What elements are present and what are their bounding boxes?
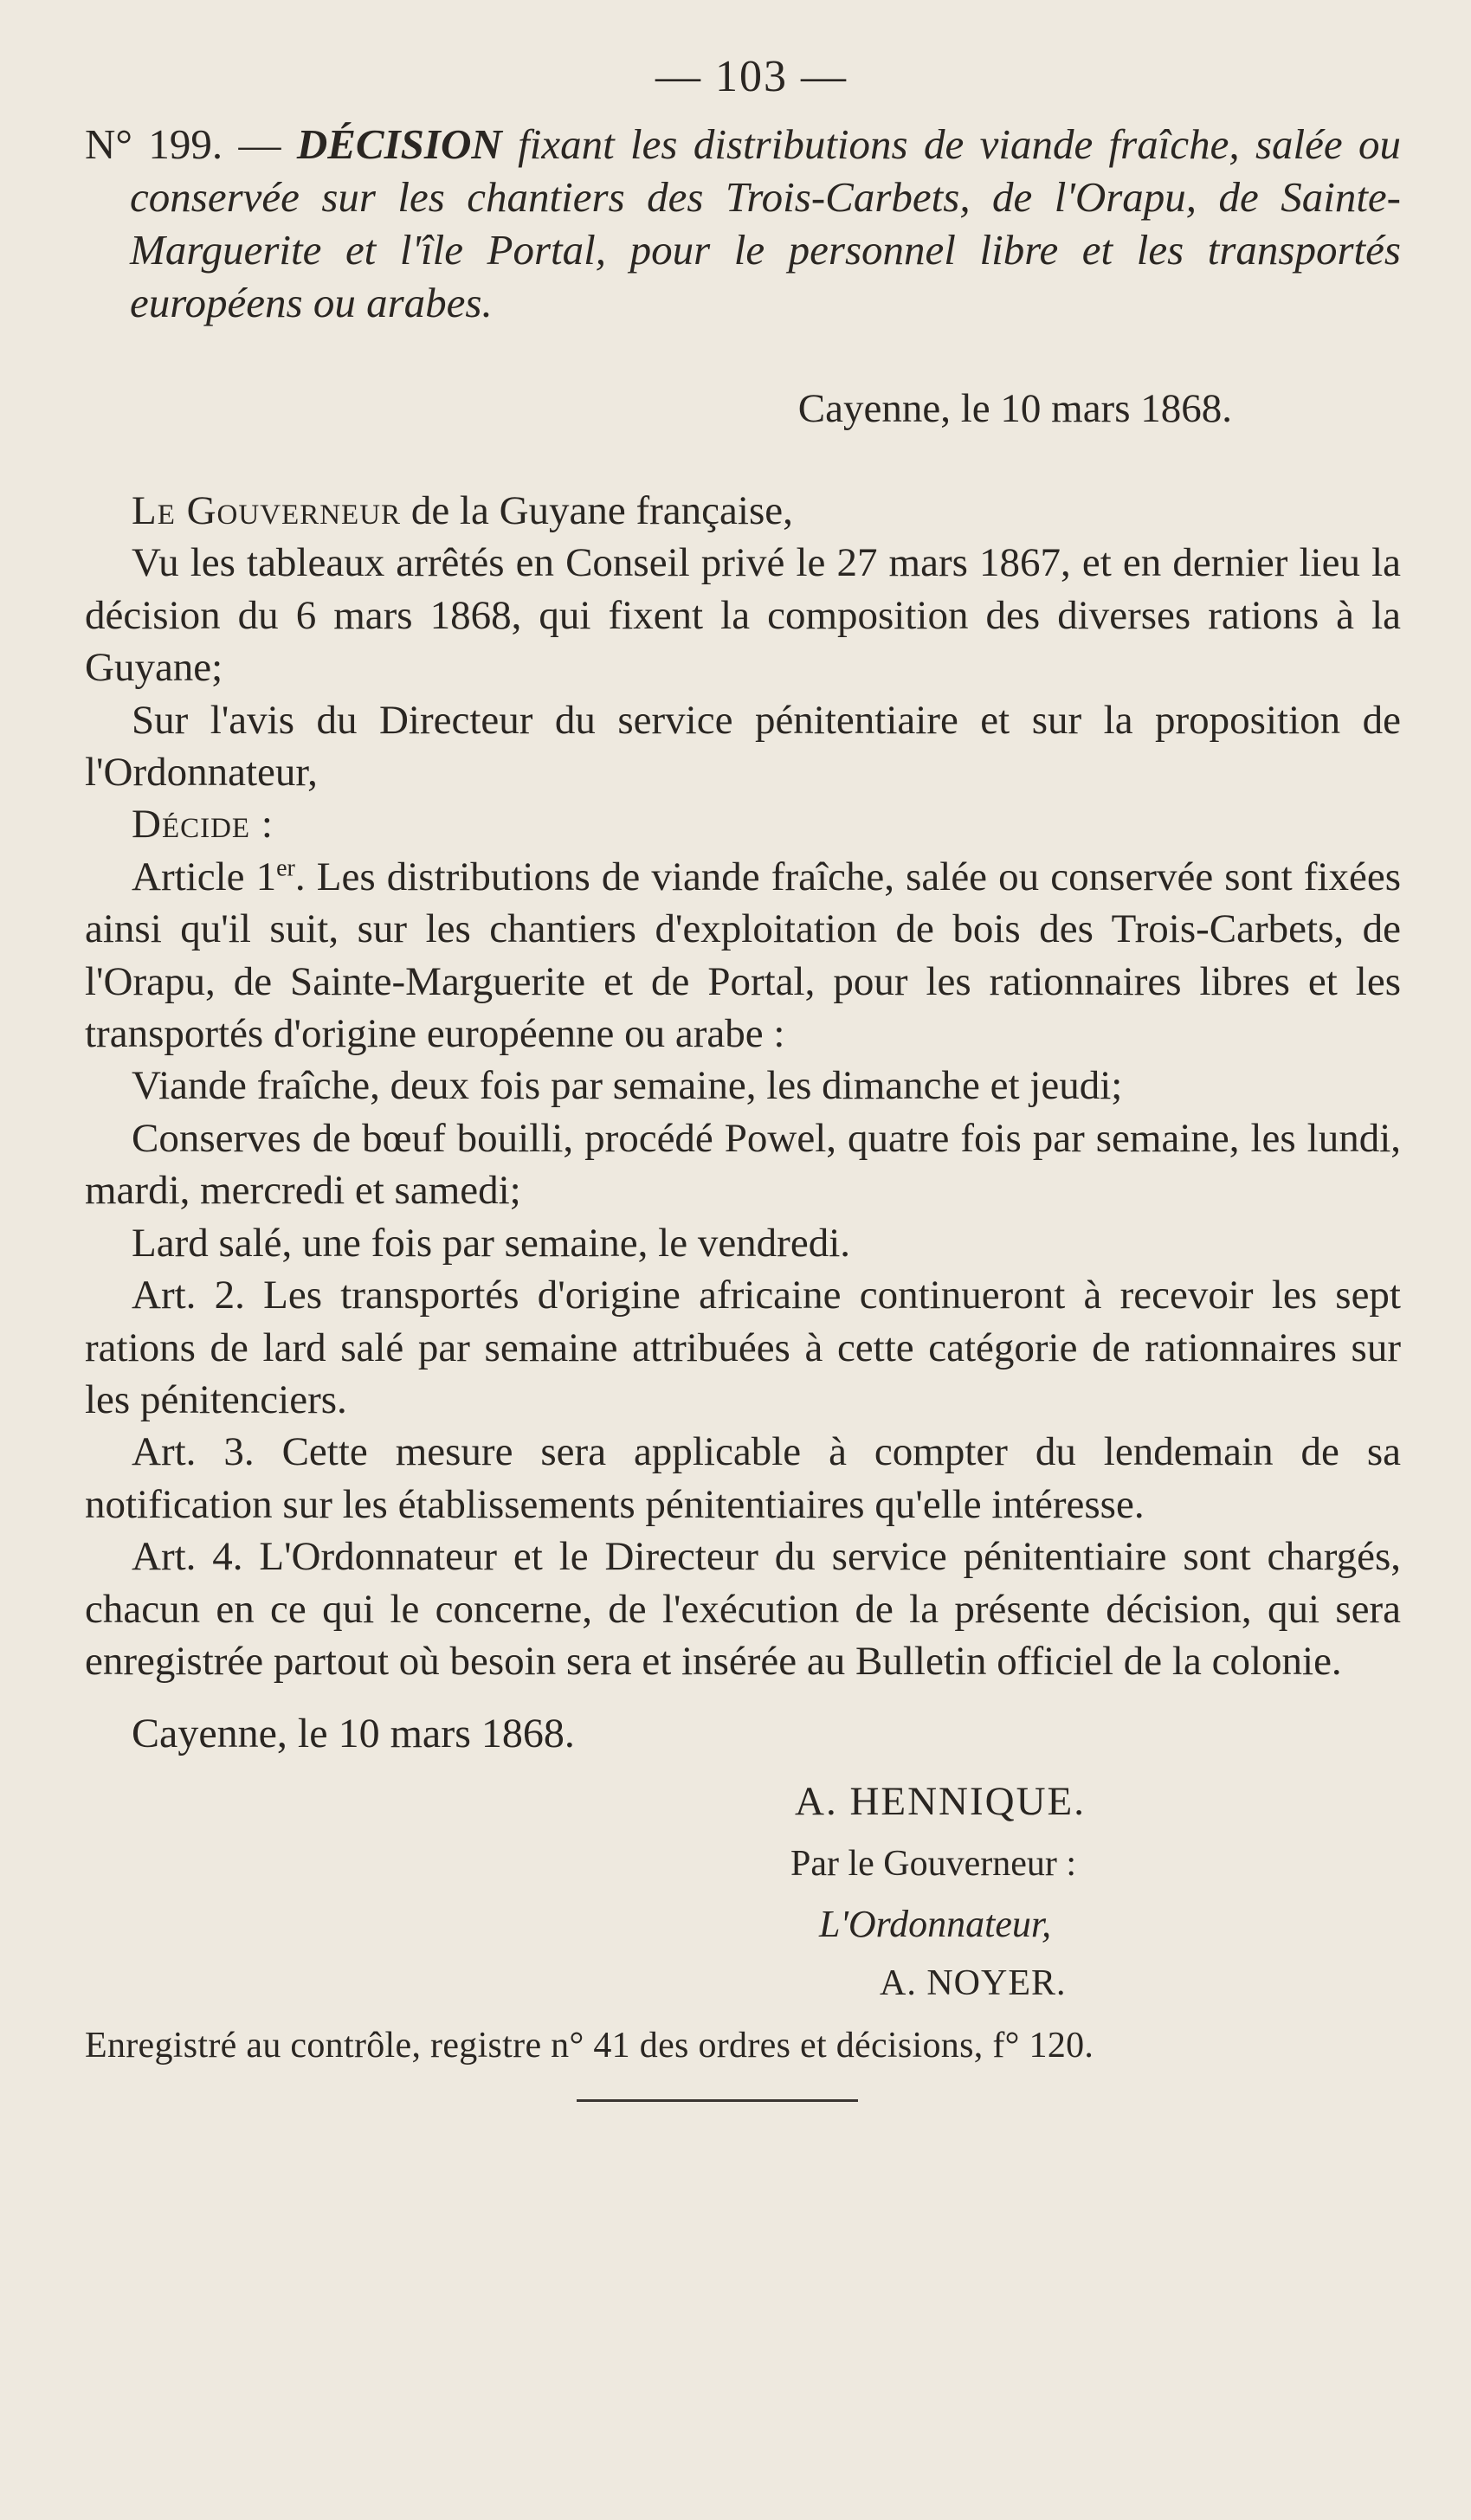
governor-line (85, 485, 1401, 537)
closing-date: Cayenne, le 10 mars 1868. (132, 1711, 575, 1757)
decision-subject: fixant les distributions de viande fraîche, salée ou conservée sur les chantiers des Trois-Carbets, de l'Orapu, de Sainte-Marguerite et l'île Portal, pour le personnel libre et les transportés européens ou arabes. (130, 120, 1401, 326)
countersignatory-name: A. NOYER. (880, 1963, 1067, 2004)
article-1 (85, 851, 1401, 1060)
governor-title: Le Gouverneur (132, 488, 402, 533)
article-4: Art. 4. L'Ordonnateur et le Directeur du service pénitentiaire sont chargés, chacun en ce qui le concerne, de l'exécution de la présente décision, qui sera enregistrée partout où besoin sera et insérée au Bulletin officiel de la colonie. (85, 1534, 1401, 1684)
article-2: Art. 2. Les transportés d'origine africaine continueront à recevoir les sept rations de lard salé par semaine attribuées à cette catégorie de rationnaires sur les pénitenciers. (85, 1273, 1401, 1422)
article-1-text: . Les distributions de viande fraîche, salée ou conservée sont fixées ainsi qu'il suit, sur les chantiers d'exploitation de bois des Trois-Carbets, de l'Orapu, de Sainte-Marguerite et de Portal, pour les rationnaires libres et les transportés d'origine européenne ou arabe : (85, 854, 1401, 1057)
decision-number: N° 199. — (85, 120, 297, 168)
article-1-label: Article 1 (132, 854, 277, 899)
considerant-2: Sur l'avis du Directeur du service pénitentiaire et sur la proposition de l'Ordonnateur, (85, 697, 1401, 796)
closing-rule (577, 2099, 858, 2102)
decide-label: Décide : (132, 802, 274, 848)
considerant-1: Vu les tableaux arrêtés en Conseil privé le 27 mars 1867, et en dernier lieu la décision du 6 mars 1868, qui fixent la composition des diverses rations à la Guyane; (85, 540, 1401, 691)
ration-item-2: Conserves de bœuf bouilli, procédé Powel, quatre fois par semaine, les lundi, mardi, mercredi et samedi; (85, 1115, 1401, 1214)
ration-item-1: Viande fraîche, deux fois par semaine, les dimanche et jeudi; (132, 1063, 1123, 1109)
decision-body (85, 485, 1401, 1687)
decide-line (85, 798, 1401, 850)
governor-rest: de la Guyane française, (401, 488, 793, 533)
decision-keyword: DÉCISION (296, 120, 502, 168)
signatory-name: A. HENNIQUE. (795, 1779, 1086, 1825)
decision-title (85, 118, 1401, 329)
registration-note: Enregistré au contrôle, registre n° 41 des ordres et décisions, f° 120. (85, 2026, 1094, 2066)
signatory-authority: Par le Gouverneur : (790, 1844, 1077, 1885)
article-3: Art. 3. Cette mesure sera applicable à compter du lendemain de sa notification sur les établissements pénitentiaires qu'elle intéresse. (85, 1429, 1401, 1527)
page-number: — 103 — (655, 52, 848, 101)
article-1-sup: er (276, 854, 295, 882)
dateline: Cayenne, le 10 mars 1868. (797, 386, 1232, 431)
signature-block (85, 1776, 1401, 2009)
document-page (85, 43, 1401, 2102)
ration-item-3: Lard salé, une fois par semaine, le vendredi. (132, 1220, 851, 1266)
countersignatory-role: L'Ordonnateur, (819, 1903, 1052, 1946)
